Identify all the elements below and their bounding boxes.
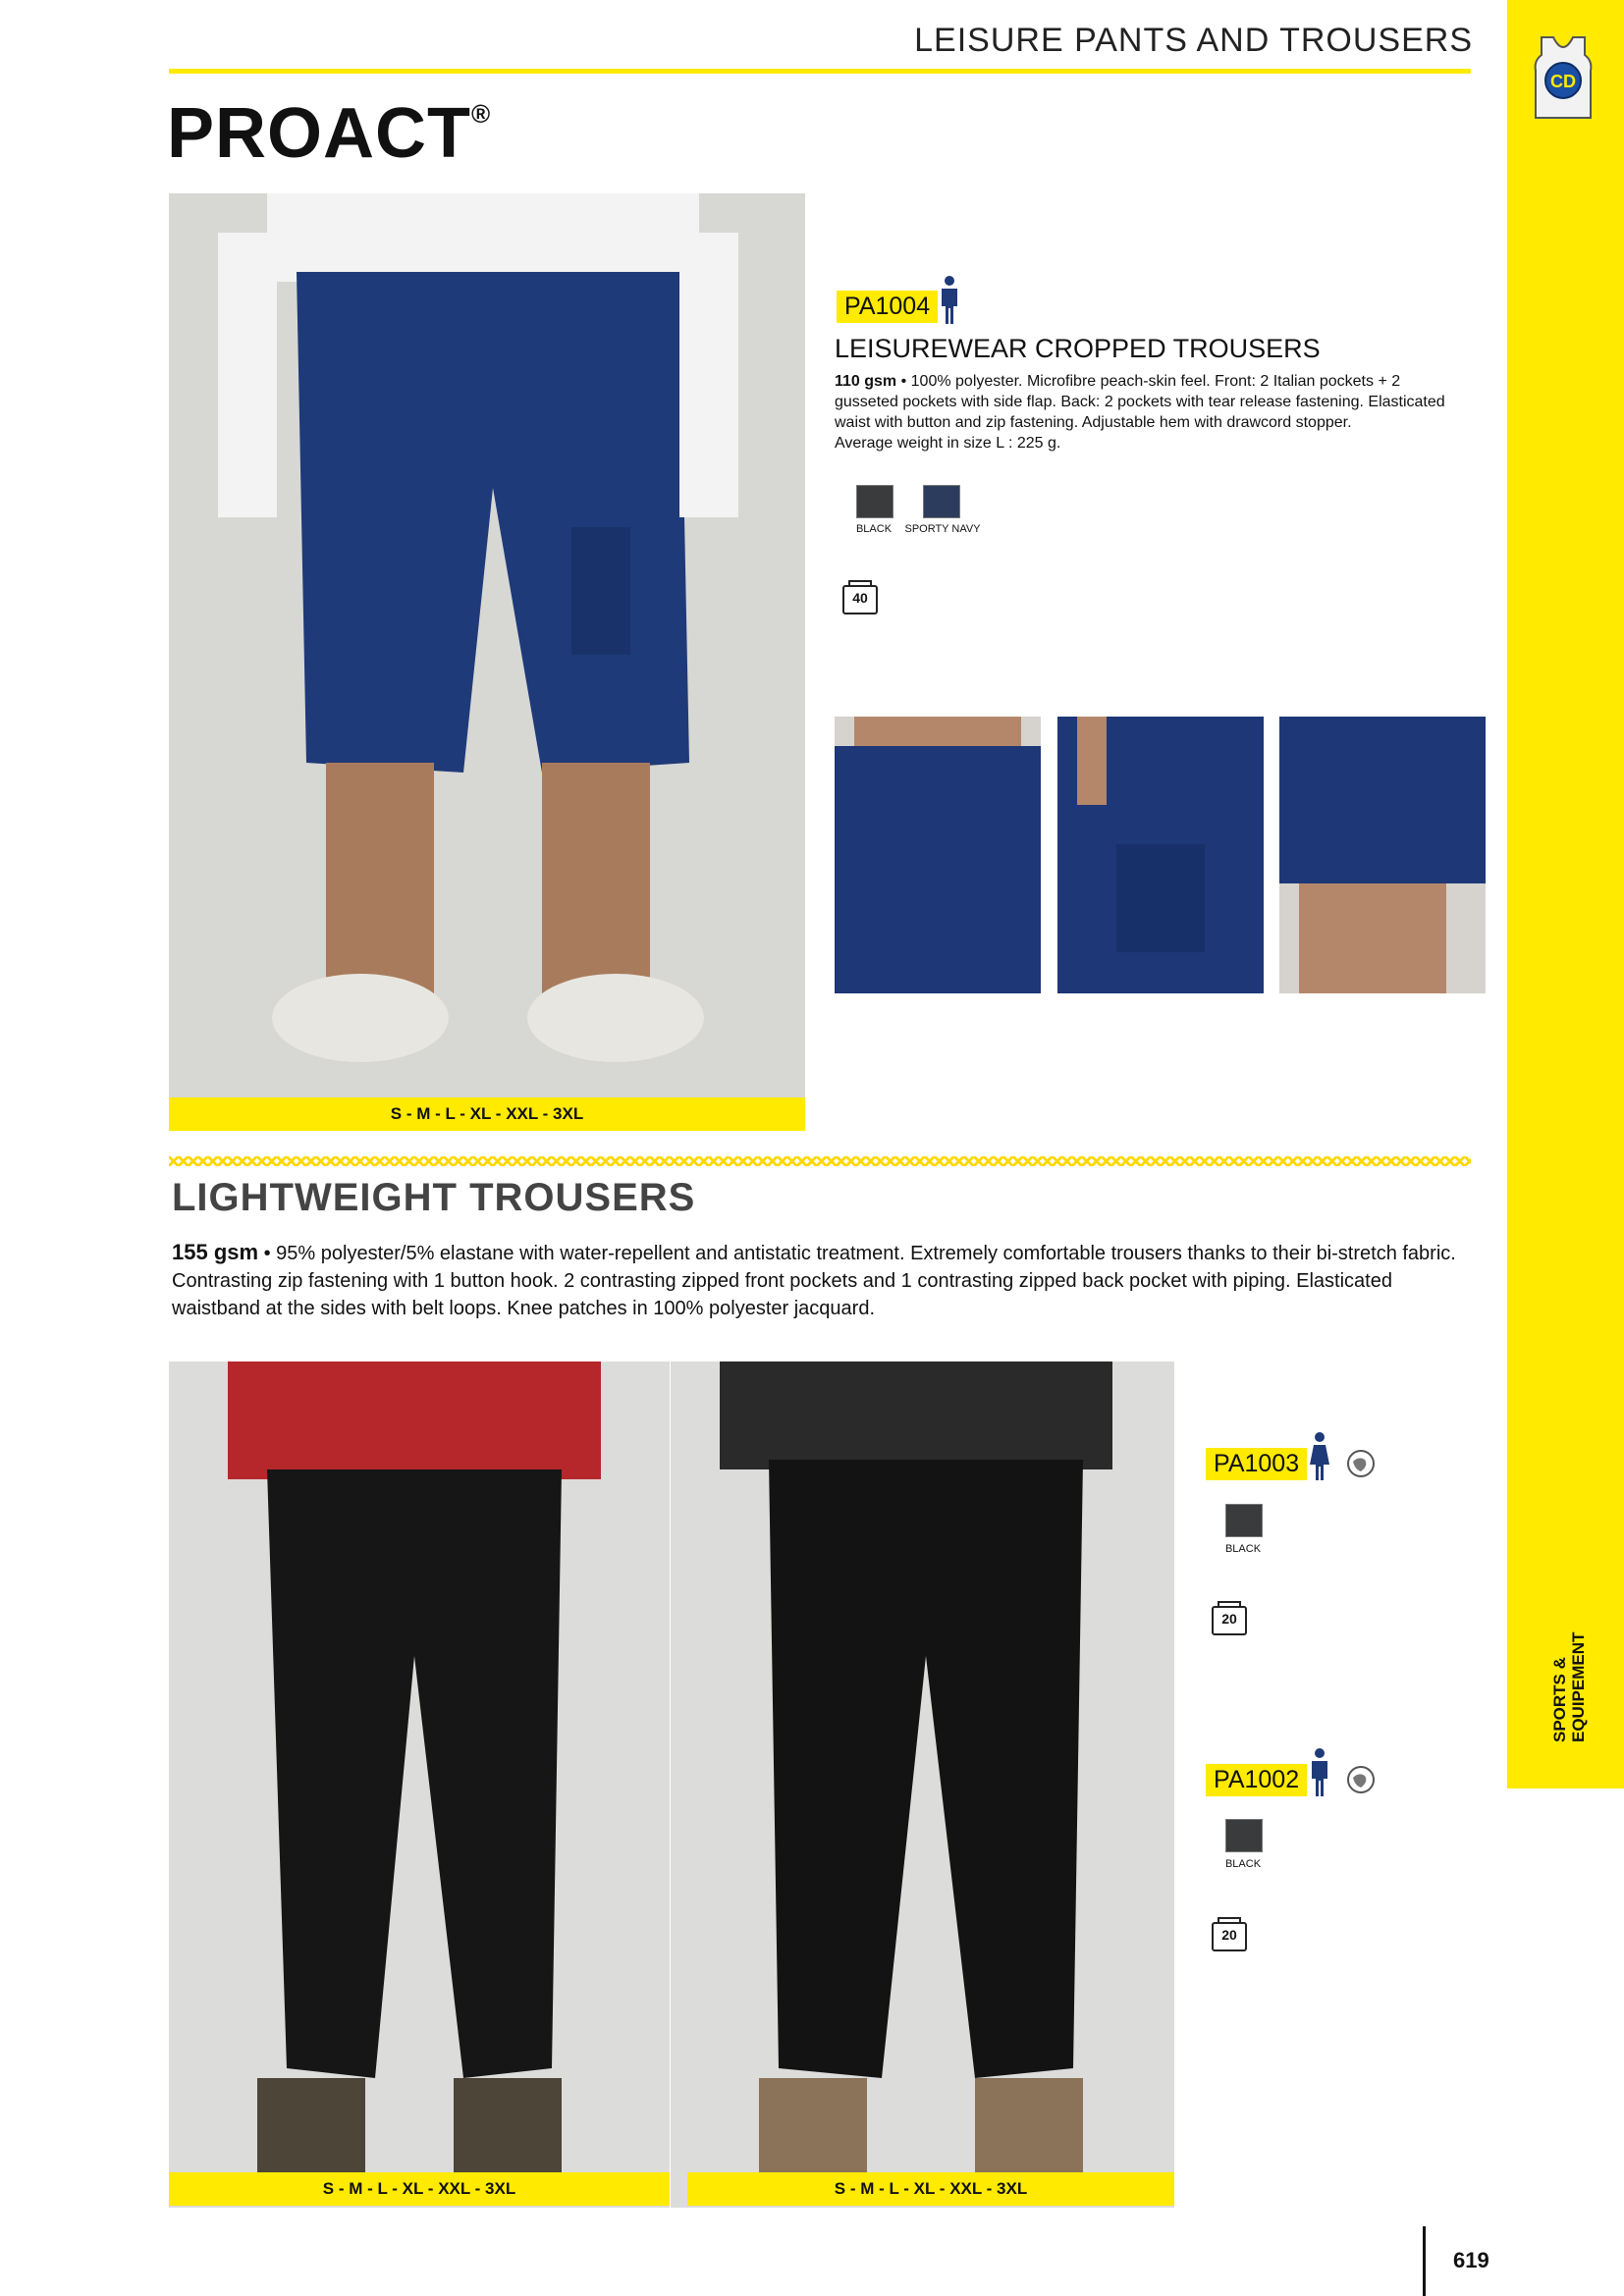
pa1004-weight: 110 gsm [835, 373, 897, 390]
pa1004-size-bar: S - M - L - XL - XXL - 3XL [169, 1097, 805, 1131]
pa1003-pack-icon: 20 [1212, 1606, 1247, 1635]
pa1004-product-name: LEISUREWEAR CROPPED TROUSERS [835, 334, 1321, 363]
brand-logo: PROACT® [167, 94, 492, 173]
page-number: 619 [1453, 2248, 1489, 2272]
section-description-text: • 95% polyester/5% elastane with water-repellent and antistatic treatment. Extremely comfortable trousers thanks to their bi-stretch fabric. Contrasting zip fastening with 1 button hook. 2 contrasting zipped front pockets and 1 contrasting zipped back pocket with piping. Elasticated waistband at the sides with belt loops. Knee patches in 100% polyester jacquard. [172, 1243, 1456, 1319]
tank-top-logo-icon [1514, 27, 1612, 126]
pa1002-swatch-black[interactable] [1225, 1819, 1263, 1852]
page-number-rule [1423, 2226, 1426, 2296]
sidebar-category-label: SPORTS & EQUIPEMENT [1550, 1631, 1588, 1742]
section-divider [169, 1156, 1471, 1166]
pa1004-detail-photo-3[interactable] [1279, 717, 1486, 993]
pa1004-description [835, 371, 1463, 454]
eco-globe-icon [1345, 1764, 1377, 1795]
pa1002-swatch-label-black: BLACK [1224, 1858, 1262, 1870]
female-figure-icon [1308, 1431, 1331, 1480]
pa1002-size-bar: S - M - L - XL - XXL - 3XL [687, 2172, 1174, 2206]
pa1002-photo [671, 1362, 1174, 2208]
sidebar-tab-edge [1507, 1757, 1624, 1789]
pa1004-swatch-label-navy: SPORTY NAVY [904, 523, 981, 535]
pa1004-code-badge: PA1004 [837, 291, 938, 323]
pa1003-swatch-black[interactable] [1225, 1504, 1263, 1537]
pa1004-description-text: • 100% polyester. Microfibre peach-skin feel. Front: 2 Italian pockets + 2 gusseted pockets with side flap. Back: 2 pockets with tear release fastening. Elasticated waist with button and zip fastening. Adjustable hem with drawcord stopper. [835, 373, 1445, 431]
pa1004-pack-icon: 40 [842, 585, 878, 614]
header-rule [169, 69, 1471, 74]
pa1004-detail-photo-2[interactable] [1057, 717, 1264, 993]
pa1003-code-badge: PA1003 [1206, 1448, 1307, 1480]
pa1004-swatch-navy[interactable] [923, 485, 960, 518]
pa1004-avg-weight: Average weight in size L : 225 g. [835, 435, 1061, 452]
pa1003-size-bar: S - M - L - XL - XXL - 3XL [169, 2172, 670, 2206]
page-title: LEISURE PANTS AND TROUSERS [914, 22, 1473, 59]
pa1003-swatch-label-black: BLACK [1224, 1543, 1262, 1555]
male-figure-icon [938, 275, 961, 324]
pa1004-swatch-black[interactable] [856, 485, 893, 518]
eco-globe-icon [1345, 1448, 1377, 1479]
section-title: LIGHTWEIGHT TROUSERS [172, 1176, 696, 1219]
male-figure-icon [1308, 1747, 1331, 1796]
pa1002-code-badge: PA1002 [1206, 1764, 1307, 1796]
section-weight: 155 gsm [172, 1240, 259, 1264]
section-description [172, 1239, 1468, 1322]
pa1004-detail-photo-1[interactable] [835, 717, 1041, 993]
svg-text:CD: CD [1550, 72, 1576, 91]
pa1003-photo [169, 1362, 670, 2208]
sidebar-logo [1514, 27, 1612, 126]
pa1002-pack-icon: 20 [1212, 1922, 1247, 1951]
pa1004-main-photo [169, 193, 805, 1097]
category-sidebar [1507, 0, 1624, 1789]
pa1004-swatch-label-black: BLACK [855, 523, 893, 535]
